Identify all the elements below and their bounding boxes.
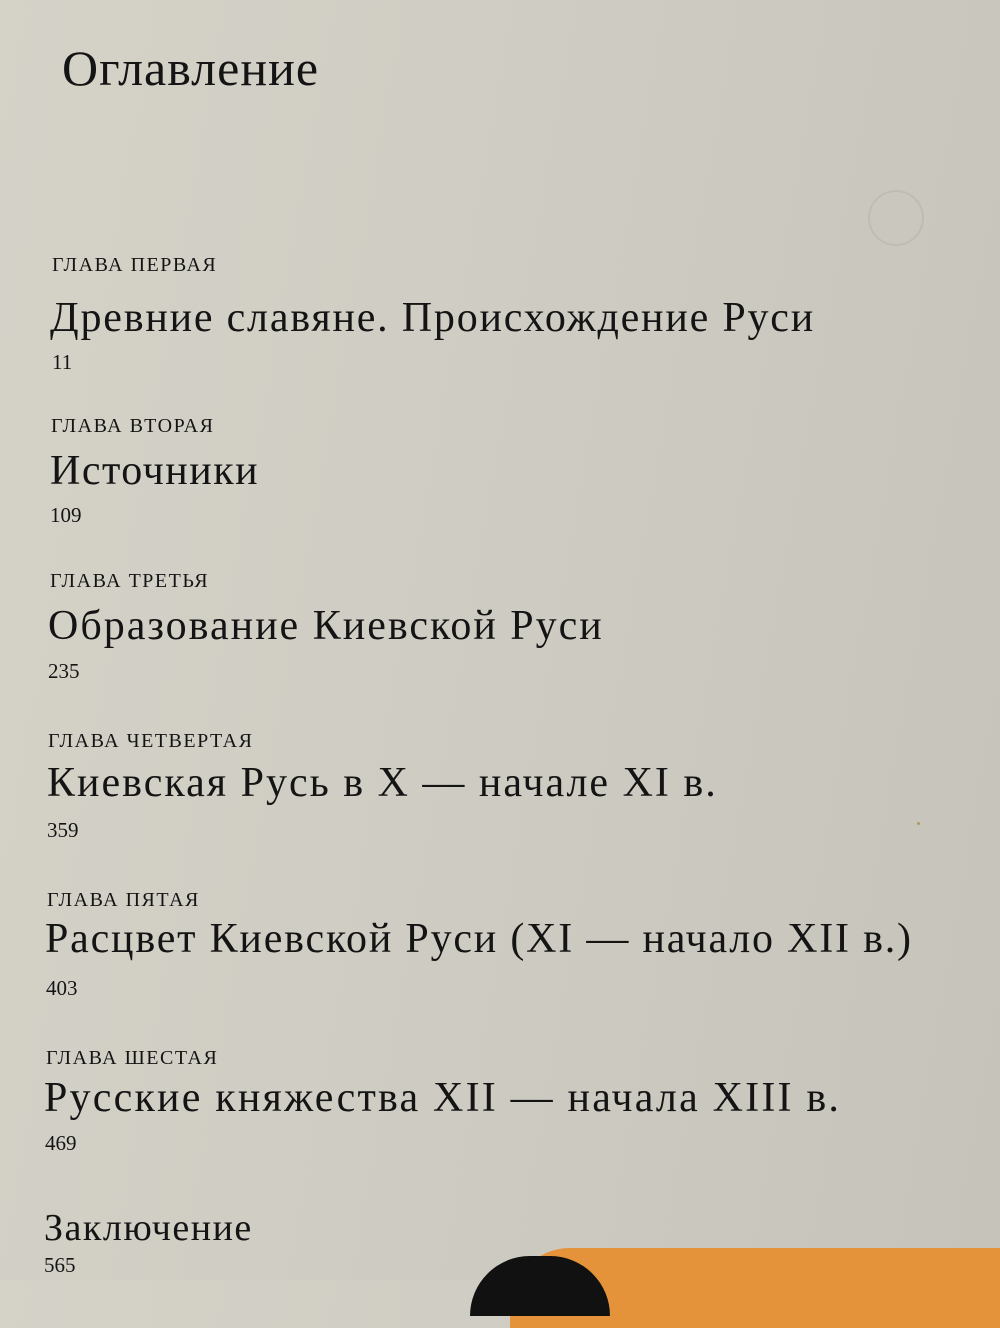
chapter-title: Образование Киевской Руси [48,603,604,649]
chapter-label: ГЛАВА ПЕРВАЯ [52,254,218,276]
chapter-label: ГЛАВА ТРЕТЬЯ [50,570,210,592]
chapter-title: Расцвет Киевской Руси (XI — начало XII в.) [45,916,913,962]
chapter-title: Древние славяне. Происхождение Руси [50,295,816,341]
chapter-label: ГЛАВА ВТОРАЯ [51,415,215,437]
page-number: 235 [48,659,80,683]
page-number: 359 [47,818,79,842]
page-number: 469 [45,1131,77,1155]
chapter-title: Русские княжества XII — начала XIII в. [44,1075,842,1121]
page-title: Оглавление [62,40,320,96]
chapter-label: ГЛАВА ПЯТАЯ [47,889,200,911]
chapter-title: Заключение [44,1207,253,1249]
chapter-label: ГЛАВА ЧЕТВЕРТАЯ [48,730,254,752]
bleed-through-emblem [868,190,924,246]
page-number: 565 [44,1253,76,1277]
chapter-title: Источники [50,448,260,494]
page-number: 109 [50,503,82,527]
paper-speck [917,822,920,825]
page-number: 11 [52,350,73,374]
page-number: 403 [46,976,78,1000]
chapter-title: Киевская Русь в X — начале XI в. [47,760,718,806]
bleed-through-title [928,0,940,184]
chapter-label: ГЛАВА ШЕСТАЯ [46,1047,219,1069]
